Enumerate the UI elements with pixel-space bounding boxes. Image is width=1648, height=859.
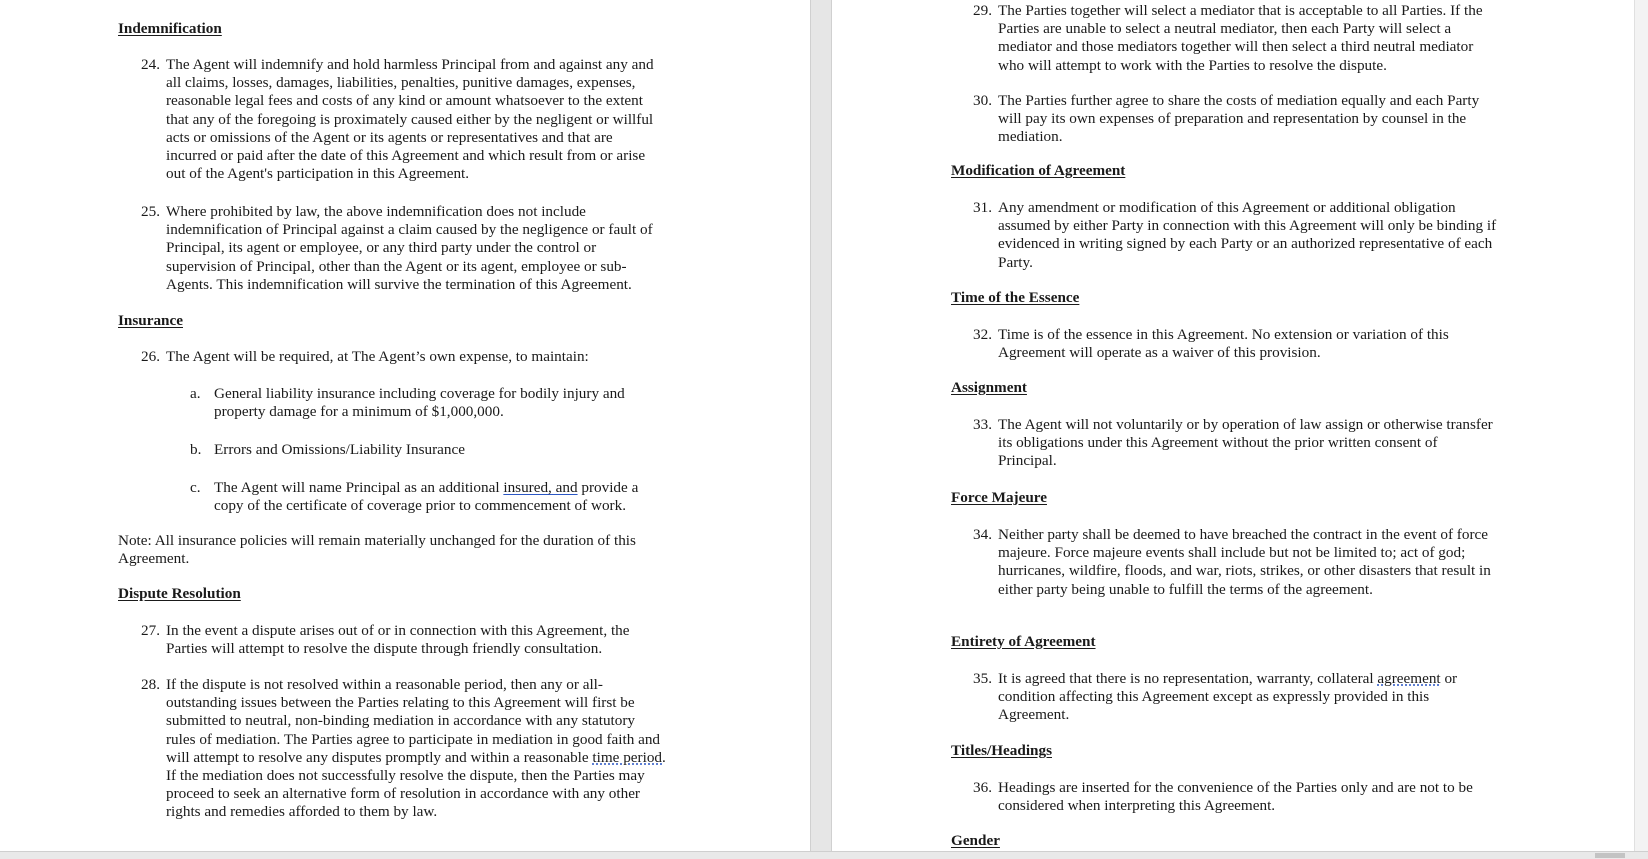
document-page-left[interactable] xyxy=(0,0,810,859)
text-line: mediation. xyxy=(998,128,1063,146)
text-line: out of the Agent's participation in this Agreement. xyxy=(166,165,470,183)
text-span: or xyxy=(1440,670,1458,687)
text-span: It is agreed that there is no representation, warranty, collateral xyxy=(998,670,1378,687)
text-line: Agents. This indemnification will survive the termination of this Agreement. xyxy=(166,275,632,293)
text-line: who will attempt to work with the Parties to resolve the dispute. xyxy=(998,56,1387,74)
document-page-right[interactable] xyxy=(832,0,1648,859)
list-letter: b. xyxy=(190,441,202,458)
text-line: hurricanes, wildfire, floods, and war, riots, strikes, or other disasters that result in xyxy=(998,562,1491,580)
sub-item-c-text xyxy=(214,479,638,515)
text-line: Party. xyxy=(998,253,1033,271)
text-line: that any of the foregoing is proximately caused either by the negligent or willful xyxy=(166,110,654,128)
text-line: supervision of Principal, other than the Agent or its agent, employee or sub- xyxy=(166,257,627,275)
clause-36-text xyxy=(998,779,1473,815)
text-line: The Parties together will select a mediator that is acceptable to all Parties. If the xyxy=(998,2,1483,19)
text-line: all claims, losses, damages, liabilities, penalties, punitive damages, expenses, xyxy=(166,74,636,92)
text-line: its obligations under this Agreement without the prior written consent of xyxy=(998,434,1438,452)
clause-29-text xyxy=(998,2,1483,75)
text-line: considered when interpreting this Agreement. xyxy=(998,797,1276,815)
text-line: condition affecting this Agreement except as expressly provided in this xyxy=(998,688,1430,706)
text-line: incurred or paid after the date of this Agreement and which result from or arise xyxy=(166,147,646,165)
text-line: reasonable legal fees and costs of any kind or amount whatsoever to the extent xyxy=(166,92,643,110)
clause-number: 36. xyxy=(973,779,992,796)
clause-number: 31. xyxy=(973,199,992,216)
insurance-note xyxy=(118,532,636,568)
text-span: The Agent will name Principal as an additional xyxy=(214,479,504,496)
text-line: Where prohibited by law, the above indemnification does not include xyxy=(166,203,586,220)
clause-number: 25. xyxy=(141,203,160,220)
clause-35-text xyxy=(998,670,1457,725)
clause-number: 35. xyxy=(973,670,992,687)
window-edge xyxy=(1634,0,1648,859)
clause-number: 32. xyxy=(973,326,992,343)
text-line: Note: All insurance policies will remain materially unchanged for the duration of this xyxy=(118,532,636,549)
section-heading-dispute-resolution: Dispute Resolution xyxy=(118,585,241,602)
scrollbar-thumb[interactable] xyxy=(1595,853,1625,858)
text-line: If the mediation does not successfully resolve the dispute, then the Parties may xyxy=(166,767,645,785)
text-line: Parties are unable to select a neutral mediator, then each Party will select a xyxy=(998,20,1452,38)
text-line: will pay its own expenses of preparation and representation by counsel in the xyxy=(998,110,1467,128)
clause-31-text xyxy=(998,199,1496,272)
text-line xyxy=(166,749,666,767)
clause-26-text: The Agent will be required, at The Agent’s own expense, to maintain: xyxy=(166,348,589,365)
text-line: The Parties further agree to share the costs of mediation equally and each Party xyxy=(998,92,1480,109)
section-heading-time-of-essence: Time of the Essence xyxy=(951,289,1080,306)
text-span: provide a xyxy=(577,479,639,496)
grammar-mark[interactable]: insured, and xyxy=(503,479,578,496)
clause-number: 26. xyxy=(141,348,160,365)
text-line: outstanding issues between the Parties relating to this Agreement will first be xyxy=(166,694,635,712)
clause-33-text xyxy=(998,416,1493,471)
text-line: The Agent will indemnify and hold harmless Principal from and against any and xyxy=(166,56,654,73)
text-line: The Agent will not voluntarily or by operation of law assign or otherwise transfer xyxy=(998,416,1493,433)
list-letter: c. xyxy=(190,479,201,496)
clause-number: 29. xyxy=(973,2,992,19)
text-line xyxy=(998,670,1457,688)
text-line: Parties will attempt to resolve the dispute through friendly consultation. xyxy=(166,640,603,658)
text-line: Agreement. xyxy=(998,706,1070,724)
text-line: copy of the certificate of coverage prior to commencement of work. xyxy=(214,497,626,515)
text-line: Principal, its agent or employee, or any third party under the control or xyxy=(166,239,597,257)
section-heading-modification: Modification of Agreement xyxy=(951,162,1126,179)
text-line xyxy=(214,479,638,497)
text-line: majeure. Force majeure events shall include but not be limited to; act of god; xyxy=(998,544,1466,562)
section-heading-insurance: Insurance xyxy=(118,312,183,329)
text-line: rules of mediation. The Parties agree to participate in mediation in good faith and xyxy=(166,730,661,748)
text-line: Time is of the essence in this Agreement. No extension or variation of this xyxy=(998,326,1449,343)
text-line: acts or omissions of the Agent or its agents or representatives and that are xyxy=(166,128,613,146)
section-heading-indemnification: Indemnification xyxy=(118,20,222,37)
sub-item-b-text: Errors and Omissions/Liability Insurance xyxy=(214,441,465,458)
text-line: If the dispute is not resolved within a reasonable period, then any or all- xyxy=(166,676,603,693)
text-line: Any amendment or modification of this Agreement or additional obligation xyxy=(998,199,1456,216)
horizontal-scrollbar[interactable] xyxy=(0,851,1648,859)
text-line: General liability insurance including coverage for bodily injury and xyxy=(214,385,625,402)
section-heading-gender: Gender xyxy=(951,832,1000,849)
clause-25-text xyxy=(166,203,653,294)
text-line: rights and remedies afforded to them by law. xyxy=(166,803,438,821)
section-heading-assignment: Assignment xyxy=(951,379,1027,396)
text-line: assumed by either Party in connection with this Agreement will only be binding if xyxy=(998,217,1497,235)
text-line: mediator and those mediators together will then select a third neutral mediator xyxy=(998,38,1474,56)
clause-34-text xyxy=(998,526,1491,599)
text-line: Neither party shall be deemed to have breached the contract in the event of force xyxy=(998,526,1488,543)
section-heading-entirety: Entirety of Agreement xyxy=(951,633,1096,650)
clause-27-text xyxy=(166,622,630,658)
text-line: Headings are inserted for the convenience of the Parties only and are not to be xyxy=(998,779,1473,796)
clause-32-text xyxy=(998,326,1449,362)
list-letter: a. xyxy=(190,385,201,402)
clause-number: 27. xyxy=(141,622,160,639)
text-line: property damage for a minimum of $1,000,000. xyxy=(214,403,504,421)
clause-30-text xyxy=(998,92,1479,147)
grammar-mark[interactable]: time period xyxy=(592,748,663,766)
section-heading-force-majeure: Force Majeure xyxy=(951,489,1047,506)
text-span: . xyxy=(662,748,666,766)
text-line: evidenced in writing signed by each Party or an authorized representative of each xyxy=(998,235,1493,253)
text-line: In the event a dispute arises out of or in connection with this Agreement, the xyxy=(166,622,630,639)
clause-24-text xyxy=(166,56,654,183)
sub-item-a-text xyxy=(214,385,625,421)
text-line: Agreement. xyxy=(118,550,190,568)
clause-number: 30. xyxy=(973,92,992,109)
text-line: proceed to seek an alternative form of resolution in accordance with any other xyxy=(166,785,640,803)
page-gutter xyxy=(810,0,832,859)
text-line: submitted to neutral, non-binding mediation in accordance with any statutory xyxy=(166,712,636,730)
grammar-mark[interactable]: agreement xyxy=(1377,670,1441,687)
text-line: Principal. xyxy=(998,452,1057,470)
section-heading-titles: Titles/Headings xyxy=(951,742,1052,759)
clause-number: 34. xyxy=(973,526,992,543)
text-line: indemnification of Principal against a claim caused by the negligence or fault of xyxy=(166,221,653,239)
text-line: either party being unable to fulfill the terms of the agreement. xyxy=(998,580,1373,598)
text-line: Agreement will operate as a waiver of this provision. xyxy=(998,344,1321,362)
clause-number: 28. xyxy=(141,676,160,693)
clause-number: 33. xyxy=(973,416,992,433)
clause-28-text xyxy=(166,676,666,822)
clause-number: 24. xyxy=(141,56,160,73)
text-span: will attempt to resolve any disputes promptly and within a reasonable xyxy=(166,748,593,766)
